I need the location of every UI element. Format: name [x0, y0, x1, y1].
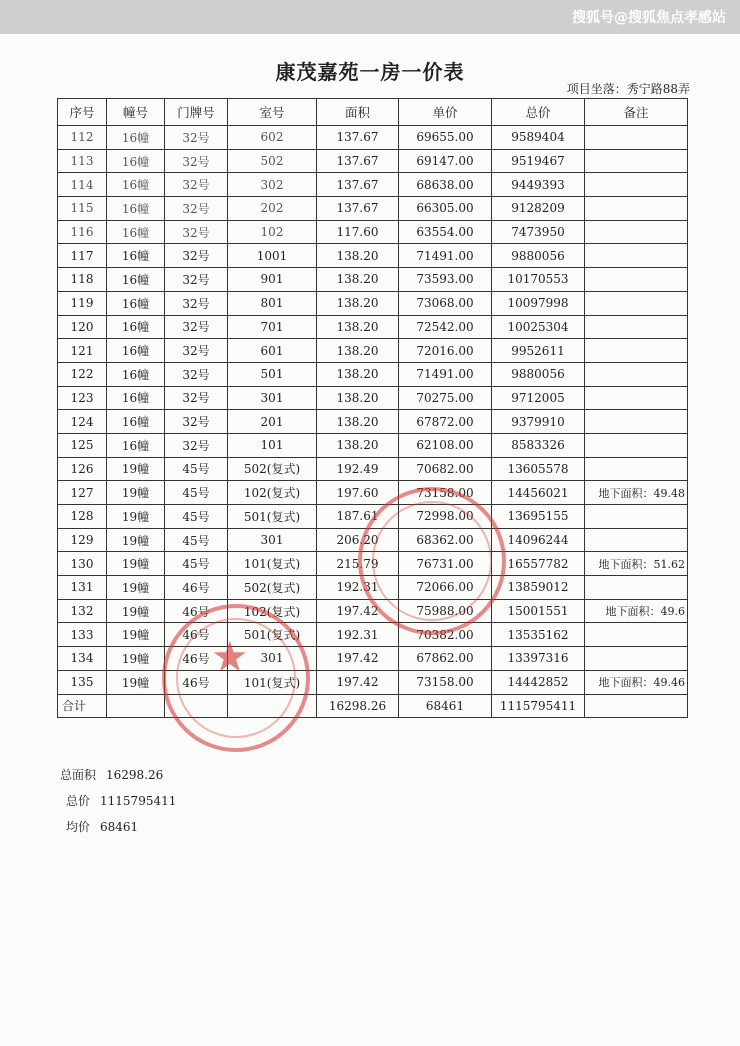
total-cell-unit-price: 68461	[399, 694, 492, 718]
cell-unit-price: 72066.00	[399, 576, 492, 600]
cell-door-no: 32号	[165, 410, 228, 434]
cell-door-no: 32号	[165, 149, 228, 173]
cell-serial-no: 114	[58, 173, 107, 197]
cell-area: 197.42	[317, 599, 399, 623]
cell-building-no: 19幢	[107, 481, 165, 505]
cell-area: 138.20	[317, 433, 399, 457]
total-cell-total-price: 1115795411	[492, 694, 585, 718]
cell-area: 187.61	[317, 505, 399, 529]
cell-building-no: 19幢	[107, 552, 165, 576]
cell-total-price: 9880056	[492, 244, 585, 268]
cell-area: 138.20	[317, 339, 399, 363]
table-row	[58, 552, 688, 576]
cell-room-no: 301	[228, 647, 317, 671]
total-cell-building-no	[107, 694, 165, 718]
cell-remark: 地下面积：51.62	[585, 552, 688, 576]
cell-serial-no: 126	[58, 457, 107, 481]
price-table	[57, 98, 688, 718]
table-row	[58, 315, 688, 339]
table-row	[58, 505, 688, 529]
cell-building-no: 19幢	[107, 457, 165, 481]
cell-serial-no: 134	[58, 647, 107, 671]
cell-building-no: 16幢	[107, 173, 165, 197]
cell-unit-price: 72016.00	[399, 339, 492, 363]
cell-room-no: 102(复式)	[228, 481, 317, 505]
cell-area: 138.20	[317, 410, 399, 434]
cell-room-no: 901	[228, 268, 317, 292]
cell-remark: 地下面积：49.48	[585, 481, 688, 505]
cell-building-no: 19幢	[107, 505, 165, 529]
table-row	[58, 481, 688, 505]
table-row	[58, 362, 688, 386]
cell-total-price: 9952611	[492, 339, 585, 363]
cell-unit-price: 71491.00	[399, 244, 492, 268]
table-row	[58, 386, 688, 410]
cell-building-no: 19幢	[107, 647, 165, 671]
cell-area: 138.20	[317, 244, 399, 268]
cell-area: 137.67	[317, 149, 399, 173]
cell-unit-price: 73158.00	[399, 670, 492, 694]
cell-room-no: 502	[228, 149, 317, 173]
cell-area: 192.49	[317, 457, 399, 481]
cell-room-no: 1001	[228, 244, 317, 268]
cell-unit-price: 75988.00	[399, 599, 492, 623]
cell-door-no: 32号	[165, 291, 228, 315]
cell-remark	[585, 528, 688, 552]
cell-unit-price: 73068.00	[399, 291, 492, 315]
cell-room-no: 101(复式)	[228, 552, 317, 576]
table-row	[58, 268, 688, 292]
cell-serial-no: 118	[58, 268, 107, 292]
cell-total-price: 14442852	[492, 670, 585, 694]
cell-door-no: 32号	[165, 244, 228, 268]
cell-remark	[585, 339, 688, 363]
cell-total-price: 9449393	[492, 173, 585, 197]
cell-area: 197.42	[317, 647, 399, 671]
cell-door-no: 46号	[165, 599, 228, 623]
cell-unit-price: 63554.00	[399, 220, 492, 244]
cell-area: 215.79	[317, 552, 399, 576]
cell-building-no: 16幢	[107, 268, 165, 292]
cell-remark: 地下面积：49.6	[585, 599, 688, 623]
cell-total-price: 13605578	[492, 457, 585, 481]
cell-remark: 地下面积：49.46	[585, 670, 688, 694]
cell-building-no: 16幢	[107, 362, 165, 386]
cell-remark	[585, 623, 688, 647]
cell-remark	[585, 173, 688, 197]
cell-unit-price: 67862.00	[399, 647, 492, 671]
cell-area: 197.60	[317, 481, 399, 505]
total-cell-door-no	[165, 694, 228, 718]
table-row	[58, 244, 688, 268]
cell-unit-price: 70682.00	[399, 457, 492, 481]
cell-serial-no: 131	[58, 576, 107, 600]
cell-total-price: 10097998	[492, 291, 585, 315]
project-location: 项目坐落：秀宁路88弄	[566, 82, 690, 96]
cell-room-no: 101	[228, 433, 317, 457]
cell-area: 138.20	[317, 268, 399, 292]
cell-door-no: 32号	[165, 220, 228, 244]
cell-unit-price: 69147.00	[399, 149, 492, 173]
cell-unit-price: 62108.00	[399, 433, 492, 457]
cell-total-price: 14456021	[492, 481, 585, 505]
column-header-area: 面积	[317, 99, 399, 126]
cell-total-price: 7473950	[492, 220, 585, 244]
cell-building-no: 19幢	[107, 576, 165, 600]
cell-area: 137.67	[317, 197, 399, 221]
cell-door-no: 45号	[165, 457, 228, 481]
table-body	[58, 126, 688, 718]
watermark-bar	[0, 0, 740, 34]
cell-room-no: 301	[228, 528, 317, 552]
cell-building-no: 16幢	[107, 220, 165, 244]
cell-serial-no: 113	[58, 149, 107, 173]
cell-door-no: 45号	[165, 505, 228, 529]
table-row	[58, 149, 688, 173]
column-header-remark: 备注	[585, 99, 688, 126]
cell-room-no: 601	[228, 339, 317, 363]
cell-serial-no: 133	[58, 623, 107, 647]
total-cell-room-no	[228, 694, 317, 718]
watermark-text: 搜狐号@搜狐焦点孝感站	[572, 10, 726, 26]
cell-room-no: 502(复式)	[228, 576, 317, 600]
cell-total-price: 10025304	[492, 315, 585, 339]
table-row	[58, 220, 688, 244]
cell-remark	[585, 362, 688, 386]
cell-door-no: 46号	[165, 623, 228, 647]
star-icon: ★	[211, 632, 249, 681]
cell-area: 138.20	[317, 315, 399, 339]
summary-total-area-value: 16298.26	[106, 768, 164, 782]
cell-door-no: 32号	[165, 339, 228, 363]
cell-door-no: 32号	[165, 268, 228, 292]
cell-serial-no: 115	[58, 197, 107, 221]
cell-building-no: 16幢	[107, 149, 165, 173]
cell-area: 137.67	[317, 126, 399, 150]
cell-door-no: 32号	[165, 433, 228, 457]
cell-room-no: 801	[228, 291, 317, 315]
total-cell-serial-no: 合计	[58, 694, 107, 718]
cell-unit-price: 73593.00	[399, 268, 492, 292]
cell-building-no: 16幢	[107, 386, 165, 410]
cell-unit-price: 72998.00	[399, 505, 492, 529]
cell-total-price: 10170553	[492, 268, 585, 292]
cell-door-no: 46号	[165, 647, 228, 671]
cell-area: 137.67	[317, 173, 399, 197]
cell-area: 192.31	[317, 576, 399, 600]
cell-total-price: 15001551	[492, 599, 585, 623]
cell-room-no: 501(复式)	[228, 505, 317, 529]
cell-door-no: 32号	[165, 315, 228, 339]
table-row	[58, 623, 688, 647]
cell-total-price: 13859012	[492, 576, 585, 600]
table-row	[58, 599, 688, 623]
cell-door-no: 46号	[165, 576, 228, 600]
cell-total-price: 13535162	[492, 623, 585, 647]
cell-building-no: 19幢	[107, 528, 165, 552]
cell-room-no: 102	[228, 220, 317, 244]
cell-serial-no: 117	[58, 244, 107, 268]
total-cell-remark	[585, 694, 688, 718]
cell-serial-no: 128	[58, 505, 107, 529]
cell-building-no: 16幢	[107, 339, 165, 363]
cell-remark	[585, 126, 688, 150]
cell-total-price: 9128209	[492, 197, 585, 221]
cell-serial-no: 116	[58, 220, 107, 244]
cell-remark	[585, 457, 688, 481]
cell-serial-no: 124	[58, 410, 107, 434]
cell-total-price: 13397316	[492, 647, 585, 671]
cell-unit-price: 71491.00	[399, 362, 492, 386]
cell-door-no: 45号	[165, 528, 228, 552]
table-row	[58, 410, 688, 434]
table-header-row	[58, 99, 688, 126]
cell-serial-no: 122	[58, 362, 107, 386]
cell-serial-no: 119	[58, 291, 107, 315]
cell-remark	[585, 410, 688, 434]
cell-area: 138.20	[317, 362, 399, 386]
column-header-serial-no: 序号	[58, 99, 107, 126]
cell-total-price: 16557782	[492, 552, 585, 576]
cell-unit-price: 72542.00	[399, 315, 492, 339]
cell-door-no: 32号	[165, 126, 228, 150]
cell-unit-price: 69655.00	[399, 126, 492, 150]
cell-unit-price: 67872.00	[399, 410, 492, 434]
cell-total-price: 9379910	[492, 410, 585, 434]
summary-total-area	[60, 766, 163, 783]
cell-building-no: 16幢	[107, 244, 165, 268]
cell-total-price: 13695155	[492, 505, 585, 529]
cell-door-no: 32号	[165, 386, 228, 410]
cell-remark	[585, 220, 688, 244]
cell-remark	[585, 197, 688, 221]
table-row	[58, 433, 688, 457]
summary-total-price-label: 总价	[66, 794, 91, 808]
cell-unit-price: 70275.00	[399, 386, 492, 410]
table-row	[58, 528, 688, 552]
cell-building-no: 16幢	[107, 315, 165, 339]
cell-area: 138.20	[317, 291, 399, 315]
cell-unit-price: 76731.00	[399, 552, 492, 576]
table-total-row	[58, 694, 688, 718]
cell-room-no: 501	[228, 362, 317, 386]
cell-serial-no: 120	[58, 315, 107, 339]
cell-building-no: 16幢	[107, 291, 165, 315]
cell-unit-price: 68638.00	[399, 173, 492, 197]
cell-door-no: 45号	[165, 552, 228, 576]
total-cell-area: 16298.26	[317, 694, 399, 718]
cell-total-price: 14096244	[492, 528, 585, 552]
cell-room-no: 501(复式)	[228, 623, 317, 647]
cell-total-price: 8583326	[492, 433, 585, 457]
cell-remark	[585, 647, 688, 671]
cell-building-no: 16幢	[107, 433, 165, 457]
cell-building-no: 16幢	[107, 126, 165, 150]
summary-total-price-value: 1115795411	[100, 794, 177, 808]
document-title: 康茂嘉苑一房一价表	[275, 60, 465, 84]
cell-total-price: 9519467	[492, 149, 585, 173]
table-row	[58, 457, 688, 481]
cell-serial-no: 112	[58, 126, 107, 150]
cell-building-no: 19幢	[107, 623, 165, 647]
cell-unit-price: 73158.00	[399, 481, 492, 505]
summary-total-price	[66, 792, 176, 809]
table-row	[58, 339, 688, 363]
cell-remark	[585, 244, 688, 268]
cell-door-no: 32号	[165, 197, 228, 221]
cell-building-no: 16幢	[107, 410, 165, 434]
cell-building-no: 19幢	[107, 670, 165, 694]
cell-remark	[585, 386, 688, 410]
cell-remark	[585, 291, 688, 315]
column-header-total-price: 总价	[492, 99, 585, 126]
summary-avg-price	[66, 818, 138, 835]
cell-area: 192.31	[317, 623, 399, 647]
column-header-room-no: 室号	[228, 99, 317, 126]
cell-serial-no: 129	[58, 528, 107, 552]
cell-area: 197.42	[317, 670, 399, 694]
cell-total-price: 9880056	[492, 362, 585, 386]
cell-area: 117.60	[317, 220, 399, 244]
summary-total-area-label: 总面积	[60, 768, 97, 782]
summary-avg-price-label: 均价	[66, 820, 91, 834]
table-row	[58, 291, 688, 315]
cell-serial-no: 123	[58, 386, 107, 410]
cell-unit-price: 68362.00	[399, 528, 492, 552]
cell-remark	[585, 576, 688, 600]
cell-unit-price: 70382.00	[399, 623, 492, 647]
cell-serial-no: 132	[58, 599, 107, 623]
summary-avg-price-value: 68461	[100, 820, 139, 834]
cell-room-no: 301	[228, 386, 317, 410]
cell-serial-no: 130	[58, 552, 107, 576]
column-header-building-no: 幢号	[107, 99, 165, 126]
cell-room-no: 202	[228, 197, 317, 221]
table-row	[58, 173, 688, 197]
cell-total-price: 9712005	[492, 386, 585, 410]
column-header-unit-price: 单价	[399, 99, 492, 126]
cell-building-no: 19幢	[107, 599, 165, 623]
cell-remark	[585, 268, 688, 292]
table-row	[58, 197, 688, 221]
cell-door-no: 46号	[165, 670, 228, 694]
cell-remark	[585, 433, 688, 457]
cell-serial-no: 127	[58, 481, 107, 505]
table-row	[58, 576, 688, 600]
cell-room-no: 201	[228, 410, 317, 434]
cell-room-no: 701	[228, 315, 317, 339]
cell-door-no: 32号	[165, 362, 228, 386]
cell-building-no: 16幢	[107, 197, 165, 221]
column-header-door-no: 门牌号	[165, 99, 228, 126]
cell-area: 138.20	[317, 386, 399, 410]
table-row	[58, 670, 688, 694]
table-row	[58, 126, 688, 150]
cell-serial-no: 121	[58, 339, 107, 363]
cell-total-price: 9589404	[492, 126, 585, 150]
cell-room-no: 302	[228, 173, 317, 197]
cell-area: 206.20	[317, 528, 399, 552]
cell-remark	[585, 505, 688, 529]
cell-room-no: 502(复式)	[228, 457, 317, 481]
cell-remark	[585, 315, 688, 339]
cell-door-no: 32号	[165, 173, 228, 197]
cell-door-no: 45号	[165, 481, 228, 505]
cell-room-no: 602	[228, 126, 317, 150]
cell-remark	[585, 149, 688, 173]
cell-room-no: 101(复式)	[228, 670, 317, 694]
cell-serial-no: 125	[58, 433, 107, 457]
cell-unit-price: 66305.00	[399, 197, 492, 221]
cell-serial-no: 135	[58, 670, 107, 694]
table-row	[58, 647, 688, 671]
cell-room-no: 102(复式)	[228, 599, 317, 623]
